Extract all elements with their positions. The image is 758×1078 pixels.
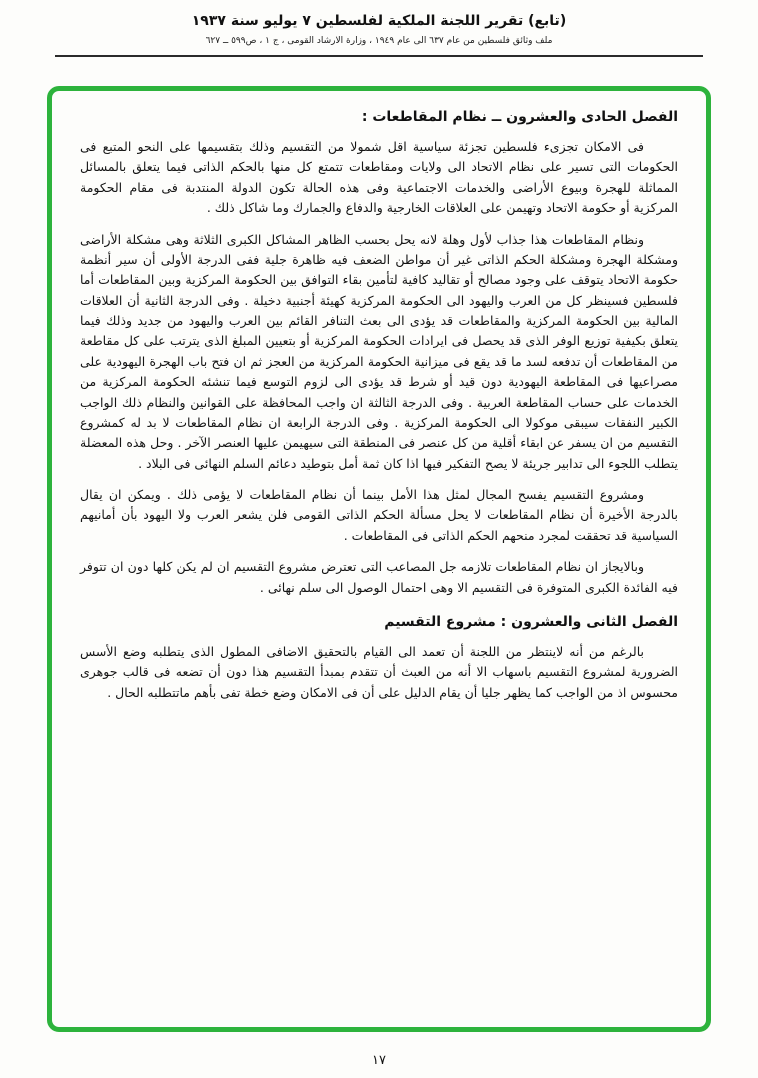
paragraph: وبالايجاز ان نظام المقاطعات تلازمه جل المصاعب التى تعترض مشروع التقسيم ان لم يكن كلها دون ان تتوفر فيه الفائدة الكبرى المتوفرة فى التقسيم الا وهى احتمال الوصول الى سلم نهائى .: [80, 559, 678, 595]
page-number: ١٧: [372, 1053, 386, 1068]
content-box: [47, 86, 711, 1032]
section-heading-chapter-21: الفصل الحادى والعشرون ــ نظام المقاطعات :: [361, 109, 678, 125]
paragraph: فى الامكان تجزىء فلسطين تجزئة سياسية اقل شمولا من التقسيم وذلك بتقسيمها على النحو المتبع فى الحكومات التى تسير على نظام الاتحاد الى ولايات ومقاطعات تتمتع كل منها بالحكم الذاتى فيما يتعلق بالمسائل المماثلة للهجرة وبيوع الأراضى والخدمات الاجتماعية وفى هذه الحالة تكون الدولة المنتدبة فى مقام الحكومة المركزية أو حكومة الاتحاد وتهيمن على العلاقات الخارجية والدفاع والجمارك وما شاكل ذلك .: [80, 139, 678, 216]
section-heading-chapter-22: الفصل الثانى والعشرون : مشروع التقسيم: [384, 613, 678, 630]
section-chapter-22: [80, 614, 678, 703]
document-title: (تابع) تقرير اللجنة الملكية لفلسطين ٧ يوليو سنة ١٩٣٧: [191, 13, 567, 29]
paragraph: بالرغم من أنه لاينتظر من اللجنة أن تعمد الى القيام بالتحقيق الاضافى المطول الذى يتطلبه وضع الأسس الضرورية لمشروع التقسيم باسهاب الا أنه من العبث أن تتقدم بمبدأ التقسيم هذا دون أن تضعه فى قالب جوهرى محسوس اذ من الواجب كما يظهر جليا أن يقام الدليل على أن فى الامكان وضع خطة تفى بأهم ماتتطلبه الحال .: [80, 643, 678, 700]
header-divider: [55, 55, 703, 57]
paragraph: ومشروع التقسيم يفسح المجال لمثل هذا الأمل بينما أن نظام المقاطعات لا يؤمى ذلك . ويمكن ان يقال بالدرجة الأخيرة أن نظام المقاطعات لا يحل مسألة الحكم الذاتى القومى فلن يشعر العرب ولا اليهود بأن أمانيهم السياسية قد تحققت لمجرد منحهم الحكم الذاتى فى المقاطعات .: [80, 487, 678, 543]
section-chapter-21: [80, 109, 678, 598]
document-source-line: ملف وثائق فلسطين من عام ٦٣٧ الى عام ١٩٤٩ ، وزارة الارشاد القومى ، ج ١ ، ص٥٩٩ ــ ٦٢٧: [205, 36, 553, 46]
page-header: [0, 0, 758, 57]
paragraph: ونظام المقاطعات هذا جذاب لأول وهلة لانه يحل بحسب الظاهر المشاكل الكبرى الثلاثة وهى مشكلة الأراضى ومشكلة الهجرة ومشكلة الحكم الذاتى غير أن مواطن الضعف فيه ظاهرة جلية ففى الدرجة الأولى أن سير أنظمة حكومة الاتحاد يتوقف على وجود مصالح أو تقاليد كافية لتأمين بقاء التوافق بين الحكومة المركزية وبين المقاطعات أما فلسطين فسينظر كل من العرب واليهود الى الحكومة المركزية كهيئة أجنبية دخيلة . وفى الدرجة الثانية أن العلاقات المالية بين الحكومة المركزية والمقاطعات قد يؤدى الى بعث التنافر القائم بين العرب واليهود من جديد وذلك فيما يتعلق بكيفية توزيع الوفر الذى قد يحصل فى ايرادات الحكومة المركزية أو بتعيين المبلغ الذى يترتب على كل مقاطعة من المقاطعات أن تدفعه لسد ما قد يقع فى ميزانية الحكومة المركزية من العجز ثم ان فتح باب الهجرة اليهودية على مصراعيها فى المقاطعة اليهودية دون قيد أو شرط قد يؤدى الى لزوم التوسع فيما تنشئه الحكومة المركزية من الخدمات على حساب المقاطعة العربية . وفى الدرجة الثالثة ان واجب المحافظة على القوانين والنظام ذلك الواجب الكبير النفقات سيبقى موكولا الى الحكومة المركزية . وفى الدرجة الرابعة ان نظام المقاطعات لا بد له كمشروع التقسيم من ان يسفر عن ابقاء أقلية من كل عنصر فى المنطقة التى سيهيمن عليها العنصر الآخر . وحل هذه المعضلة يتطلب اللجوء الى تدابير جريئة لا يصح التفكير فيها اذا كان ثمة أمل بتوطيد دعائم السلم النهائى فى البلاد .: [80, 231, 678, 471]
